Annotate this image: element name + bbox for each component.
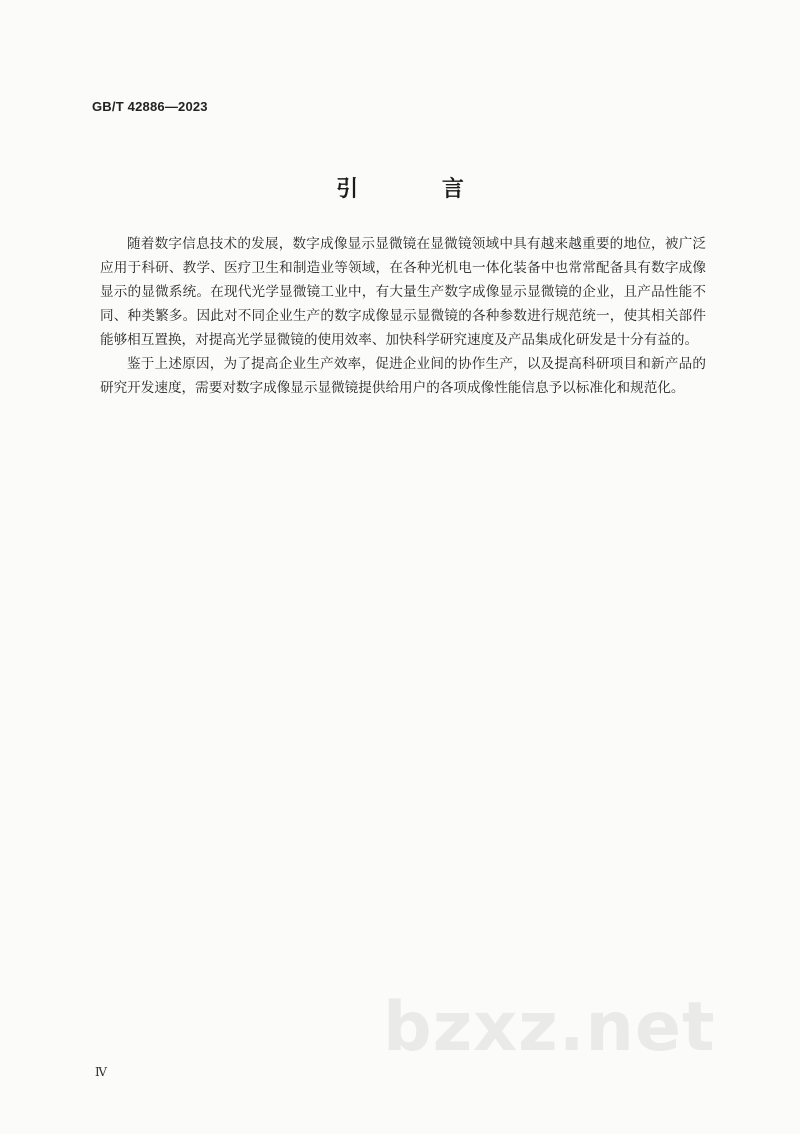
introduction-paragraph-2: 鉴于上述原因，为了提高企业生产效率，促进企业间的协作生产，以及提高科研项目和新产品的研究开发速度，需要对数字成像显示显微镜提供给用户的各项成像性能信息予以标准化和规范化。 [100,356,706,396]
standard-code: GB/T 42886—2023 [92,99,208,114]
introduction-content [100,232,706,400]
section-title: 引 言 [336,177,502,202]
page-number: Ⅳ [95,1065,107,1079]
introduction-paragraph-1: 随着数字信息技术的发展，数字成像显示显微镜在显微镜领域中具有越来越重要的地位，被广泛应用于科研、教学、医疗卫生和制造业等领域，在各种光机电一体化装备中也常常配备具有数字成像显示的显微系统。在现代光学显微镜工业中，有大量生产数字成像显示显微镜的企业，且产品性能不同、种类繁多。因此对不同企业生产的数字成像显示显微镜的各种参数进行规范统一，使其相关部件能够相互置换，对提高光学显微镜的使用效率、加快科学研究速度及产品集成化研发是十分有益的。 [100,236,706,348]
watermark-logo: bzxz.net [383,988,716,1067]
